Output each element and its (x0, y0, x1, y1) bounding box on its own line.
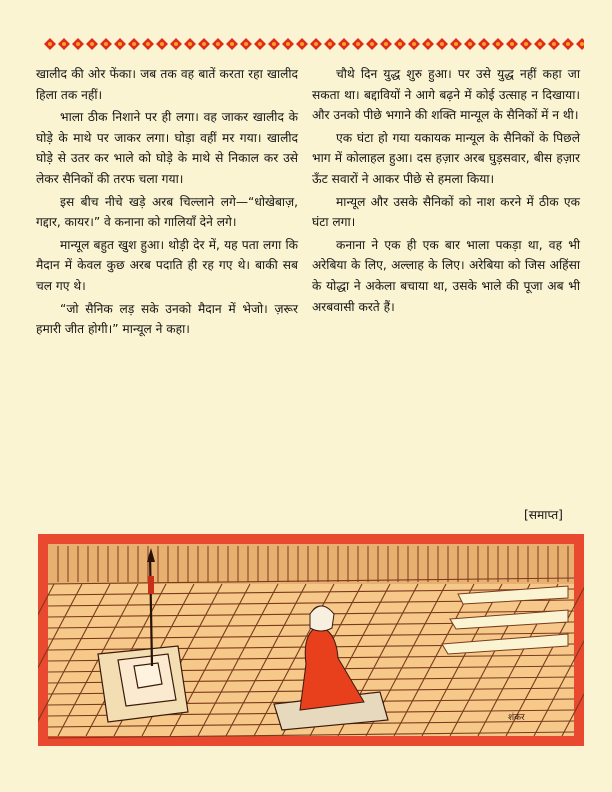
illustration-scene (38, 534, 584, 746)
paragraph: भाला ठीक निशाने पर ही लगा। वह जाकर खालीद के घोड़े के माथे पर जाकर लगा। घोड़ा वहीं मर गया। खालीद घोड़े से उतर कर भाले को घोड़े के माथे से निकाल कर उसे लेकर सैनिकों की तरफ चला गया। (36, 110, 298, 186)
paragraph: मान्यूल और उसके सैनिकों को नाश करने में ठीक एक घंटा लगा। (312, 194, 580, 230)
spear-pedestal (98, 646, 188, 722)
end-marker: [समाप्त] (524, 508, 563, 522)
paragraph: इस बीच नीचे खड़े अरब चिल्लाने लगे—“धोखेबाज़, गद्दार, कायर।” वे कनाना को गालियाँ देने लगे। (36, 194, 298, 230)
decorative-border (40, 36, 584, 52)
paragraph: मान्यूल बहुत खुश हुआ। थोड़ी देर में, यह पता लगा कि मैदान में केवल कुछ अरब पदाति ही रह गए थे। बाकी सब चल गए थे। (36, 237, 298, 293)
artist-signature: शंकर (508, 713, 525, 723)
right-text-column (312, 64, 580, 319)
paragraph: “जो सैनिक लड़ सके उनको मैदान में भेजो। ज़रूर हमारी जीत होगी।” मान्यूल ने कहा। (36, 301, 298, 337)
paragraph: चौथे दिन युद्ध शुरु हुआ। पर उसे युद्ध नहीं कहा जा सकता था। बद्दावियों ने आगे बढ़ने में कोई उत्साह न दिखाया। और उनको पीछे भगाने की शक्ति मान्यूल के सैनिकों में न थी। (312, 67, 580, 123)
illustration-panel (38, 534, 584, 746)
paragraph: कनाना ने एक ही एक बार भाला पकड़ा था, वह भी अरेबिया के लिए, अल्लाह के लिए। अरेबिया को जिस अहिंसा के योद्धा ने अकेला बचाया था, उसके भाले की पूजा अब भी अरबवासी करते हैं। (312, 237, 580, 314)
paragraph: खालीद की ओर फेंका। जब तक वह बातें करता रहा खालीद हिला तक नहीं। (36, 67, 298, 102)
left-text-column (36, 64, 298, 342)
paragraph: एक घंटा हो गया यकायक मान्यूल के सैनिकों के पिछले भाग में कोलाहल हुआ। दस हज़ार अरब घुड़सवार, बीस हज़ार ऊँट सवारों ने आकर पीछे से हमला किया। (312, 130, 580, 186)
